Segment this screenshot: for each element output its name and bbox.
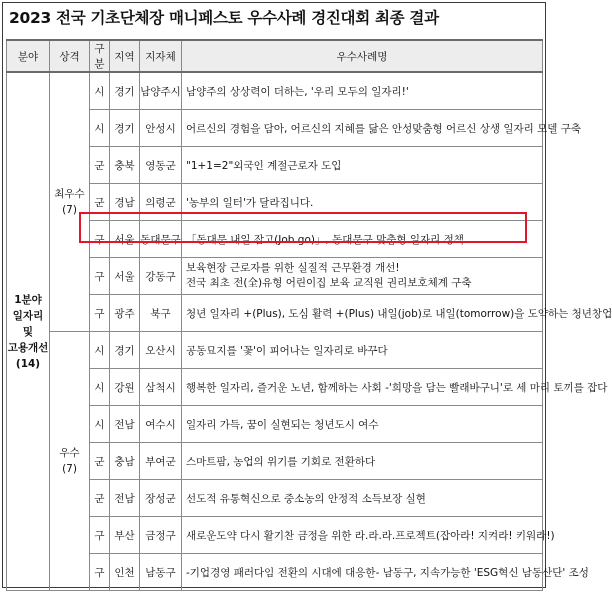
grade-cell-excellent bbox=[50, 332, 90, 591]
case-name-cell: 어르신의 경험을 담아, 어르신의 지혜를 닮은 안성맞춤형 어르신 상생 일자리 모델 구축 bbox=[182, 110, 543, 147]
case-name-line: 전국 최초 전(全)유형 어린이집 보육 교직원 권리보호체계 구축 bbox=[186, 277, 472, 289]
type-cell: 구 bbox=[90, 517, 110, 554]
results-table bbox=[6, 39, 612, 591]
region-cell: 인천 bbox=[110, 554, 140, 591]
region-cell: 전남 bbox=[110, 480, 140, 517]
region-cell: 충남 bbox=[110, 443, 140, 480]
region-cell: 부산 bbox=[110, 517, 140, 554]
local-gov-cell: 안성시 bbox=[140, 110, 182, 147]
local-gov-cell: 영동군 bbox=[140, 147, 182, 184]
type-cell: 시 bbox=[90, 332, 110, 369]
case-name-cell: 남양주의 상상력이 더하는, '우리 모두의 일자리!' bbox=[182, 72, 543, 110]
local-gov-cell: 금정구 bbox=[140, 517, 182, 554]
area-line: 일자리 bbox=[12, 309, 44, 322]
case-name-cell: 새로운도약 다시 활기찬 금정을 위한 라.라.라.프로젝트(잡아라! 지켜라! 키워라!) bbox=[182, 517, 543, 554]
case-name-cell: '농부의 일터'가 달라집니다. bbox=[182, 184, 543, 221]
case-name-cell: 선도적 유통혁신으로 중소농의 안정적 소득보장 실현 bbox=[182, 480, 543, 517]
area-cell bbox=[7, 72, 50, 591]
type-cell: 시 bbox=[90, 369, 110, 406]
local-gov-cell: 남양주시 bbox=[140, 72, 182, 110]
type-cell: 구 bbox=[90, 221, 110, 258]
area-line: 및 bbox=[22, 325, 34, 338]
type-cell: 군 bbox=[90, 147, 110, 184]
table-header-row bbox=[7, 40, 543, 72]
header-type: 구분 bbox=[90, 40, 110, 72]
area-line: 1분야 bbox=[14, 293, 42, 306]
type-cell: 시 bbox=[90, 72, 110, 110]
header-region: 지역 bbox=[110, 40, 140, 72]
case-name-cell: 청년 일자리 +(Plus), 도심 활력 +(Plus) 내일(job)로 내일(tomorrow)을 도약하는 청년창업 bbox=[182, 295, 543, 332]
case-name-cell bbox=[182, 258, 543, 295]
area-line: 고용개선 bbox=[7, 341, 49, 354]
local-gov-cell: 삼척시 bbox=[140, 369, 182, 406]
region-cell: 경기 bbox=[110, 110, 140, 147]
table-row bbox=[7, 332, 543, 369]
case-name-cell: -기업경영 패러다임 전환의 시대에 대응한- 남동구, 지속가능한 'ESG혁신 남동산단' 조성 bbox=[182, 554, 543, 591]
grade-label: 최우수 bbox=[54, 188, 85, 200]
local-gov-cell: 의령군 bbox=[140, 184, 182, 221]
type-cell: 구 bbox=[90, 295, 110, 332]
region-cell: 광주 bbox=[110, 295, 140, 332]
area-line: (14) bbox=[15, 357, 41, 370]
region-cell: 경기 bbox=[110, 72, 140, 110]
type-cell: 군 bbox=[90, 480, 110, 517]
header-area: 분야 bbox=[7, 40, 50, 72]
region-cell: 전남 bbox=[110, 406, 140, 443]
type-cell: 군 bbox=[90, 443, 110, 480]
header-local-gov: 지자체 bbox=[140, 40, 182, 72]
local-gov-cell: 강동구 bbox=[140, 258, 182, 295]
case-name-cell: 일자리 가득, 꿈이 실현되는 청년도시 여수 bbox=[182, 406, 543, 443]
case-name-cell: 공동묘지를 '꽃'이 피어나는 일자리로 바꾸다 bbox=[182, 332, 543, 369]
region-cell: 충북 bbox=[110, 147, 140, 184]
type-cell: 시 bbox=[90, 110, 110, 147]
grade-count: (7) bbox=[62, 204, 77, 216]
local-gov-cell: 오산시 bbox=[140, 332, 182, 369]
local-gov-cell: 남동구 bbox=[140, 554, 182, 591]
document-frame bbox=[2, 2, 612, 588]
header-case-name: 우수사례명 bbox=[182, 40, 543, 72]
page-title: 2023 전국 기초단체장 매니페스토 우수사례 경진대회 최종 결과 bbox=[9, 9, 439, 27]
type-cell: 구 bbox=[90, 258, 110, 295]
grade-cell-top bbox=[50, 72, 90, 332]
case-name-cell: "1+1=2"외국인 계절근로자 도입 bbox=[182, 147, 543, 184]
case-name-line: 보육현장 근로자를 위한 실질적 근무환경 개선! bbox=[186, 262, 400, 274]
table-row bbox=[7, 72, 543, 110]
type-cell: 시 bbox=[90, 406, 110, 443]
grade-label: 우수 bbox=[59, 447, 80, 459]
case-name-cell: 스마트팜, 농업의 위기를 기회로 전환하다 bbox=[182, 443, 543, 480]
region-cell: 강원 bbox=[110, 369, 140, 406]
region-cell: 서울 bbox=[110, 221, 140, 258]
region-cell: 경기 bbox=[110, 332, 140, 369]
region-cell: 경남 bbox=[110, 184, 140, 221]
local-gov-cell: 부여군 bbox=[140, 443, 182, 480]
header-grade: 상격 bbox=[50, 40, 90, 72]
type-cell: 구 bbox=[90, 554, 110, 591]
local-gov-cell: 여수시 bbox=[140, 406, 182, 443]
local-gov-cell: 장성군 bbox=[140, 480, 182, 517]
case-name-cell: 「동대문 내일 잡고(Job go)」, 동대문구 맞춤형 일자리 정책 bbox=[182, 221, 543, 258]
local-gov-cell: 북구 bbox=[140, 295, 182, 332]
type-cell: 군 bbox=[90, 184, 110, 221]
local-gov-cell: 동대문구 bbox=[140, 221, 182, 258]
case-name-cell: 행복한 일자리, 즐거운 노년, 함께하는 사회 -'희망을 담는 빨래바구니'로 세 마리 토끼를 잡다 bbox=[182, 369, 543, 406]
region-cell: 서울 bbox=[110, 258, 140, 295]
grade-count: (7) bbox=[62, 463, 77, 475]
